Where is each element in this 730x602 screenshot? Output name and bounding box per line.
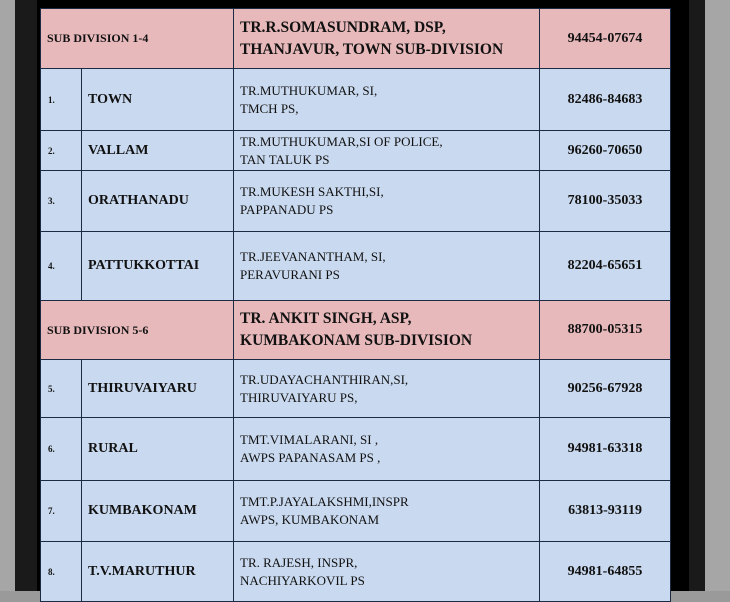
officer-station: NACHIYARKOVIL PS (240, 572, 365, 588)
officer-cell (234, 542, 540, 602)
officer-name: TR.UDAYACHANTHIRAN,SI, (240, 371, 409, 387)
left-margin (0, 0, 15, 591)
officer-station: TMCH PS, (240, 100, 299, 116)
phone-number: 96260-70650 (540, 131, 671, 171)
station-name: THIRUVAIYARU (82, 360, 234, 418)
row-number: 7. (41, 481, 82, 542)
officer-office: KUMBAKONAM SUB-DIVISION (240, 332, 473, 349)
officer-name: TR.JEEVANANTHAM, SI, (240, 249, 386, 264)
officer-office: THANJAVUR, TOWN SUB-DIVISION (240, 40, 504, 58)
phone-number: 82204-65651 (540, 232, 671, 301)
table-row (41, 171, 671, 232)
station-name: VALLAM (82, 131, 234, 171)
officer-name: TR.R.SOMASUNDRAM, DSP, (240, 18, 446, 36)
officer-name: TR.MUKESH SAKTHI,SI, (240, 184, 384, 199)
row-number: 1. (41, 69, 82, 131)
officer-cell (234, 481, 540, 542)
officer-name: TR. RAJESH, INSPR, (240, 554, 358, 570)
officer-station: TAN TALUK PS (240, 151, 330, 167)
phone-number: 63813-93119 (540, 481, 671, 542)
officer-name: TR.MUTHUKUMAR, SI, (240, 82, 378, 98)
officer-name: TR.MUTHUKUMAR,SI OF POLICE, (240, 133, 443, 149)
row-number: 5. (41, 360, 82, 418)
table-row (41, 131, 671, 171)
subdivision-phone: 94454-07674 (540, 9, 671, 69)
station-name: ORATHANADU (82, 171, 234, 232)
officer-name: TMT.P.JAYALAKSHMI,INSPR (240, 494, 409, 509)
contact-table (40, 8, 671, 602)
officer-station: PERAVURANI PS (240, 267, 340, 282)
officer-station: PAPPANADU PS (240, 202, 334, 217)
phone-number: 90256-67928 (540, 360, 671, 418)
officer-station: THIRUVAIYARU PS, (240, 389, 358, 405)
phone-number: 94981-64855 (540, 542, 671, 602)
row-number: 6. (41, 418, 82, 481)
subdivision-officer (234, 301, 540, 360)
table-row (41, 481, 671, 542)
right-margin (705, 0, 730, 591)
officer-cell (234, 131, 540, 171)
subdivision-officer (234, 9, 540, 69)
subdivision-phone: 88700-05315 (540, 301, 671, 360)
table-row (41, 418, 671, 481)
phone-number: 82486-84683 (540, 69, 671, 131)
phone-number: 94981-63318 (540, 418, 671, 481)
row-number: 4. (41, 232, 82, 301)
station-name: RURAL (82, 418, 234, 481)
officer-name: TR. ANKIT SINGH, ASP, (240, 310, 412, 327)
row-number: 3. (41, 171, 82, 232)
officer-cell (234, 69, 540, 131)
officer-cell (234, 418, 540, 481)
station-name: KUMBAKONAM (82, 481, 234, 542)
station-name: TOWN (82, 69, 234, 131)
table-row (41, 232, 671, 301)
officer-cell (234, 232, 540, 301)
table-row (41, 542, 671, 602)
table-row (41, 360, 671, 418)
officer-cell (234, 171, 540, 232)
subdivision-label: SUB DIVISION 1-4 (41, 9, 234, 69)
subdivision-row (41, 9, 671, 69)
row-number: 2. (41, 131, 82, 171)
subdivision-row (41, 301, 671, 360)
station-name: PATTUKKOTTAI (82, 232, 234, 301)
station-name: T.V.MARUTHUR (82, 542, 234, 602)
officer-station: AWPS PAPANASAM PS , (240, 450, 381, 465)
row-number: 8. (41, 542, 82, 602)
officer-name: TMT.VIMALARANI, SI , (240, 432, 379, 447)
phone-number: 78100-35033 (540, 171, 671, 232)
officer-station: AWPS, KUMBAKONAM (240, 512, 380, 527)
officer-cell (234, 360, 540, 418)
table-row (41, 69, 671, 131)
subdivision-label: SUB DIVISION 5-6 (41, 301, 234, 360)
